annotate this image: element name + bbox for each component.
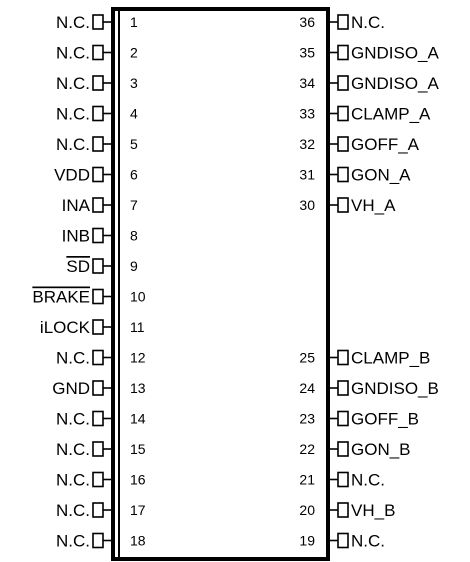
pin-1-name: N.C. <box>56 13 90 32</box>
pin-20-name: VH_B <box>351 501 396 520</box>
pin-6 <box>54 166 138 185</box>
pin-34-number: 34 <box>299 75 315 91</box>
pin-5-number: 5 <box>130 136 138 152</box>
pin-13-number: 13 <box>130 380 146 396</box>
pin-8-number: 8 <box>130 227 138 244</box>
pin-21-name: N.C. <box>351 470 385 490</box>
pin-32-name: GOFF_A <box>351 135 420 154</box>
pin-3-name: N.C. <box>56 74 90 93</box>
pin-6-number: 6 <box>130 166 138 183</box>
pin-17-pad <box>93 503 103 517</box>
pin-6-pad <box>93 168 103 182</box>
pin-7-number: 7 <box>130 197 138 213</box>
pin-5 <box>56 135 138 154</box>
pin-24-name: GNDISO_B <box>351 379 439 398</box>
pin-20-pad <box>338 503 348 517</box>
pin-32 <box>299 135 419 154</box>
pin-7 <box>62 196 138 215</box>
pin-17 <box>56 501 146 520</box>
pin-1 <box>56 13 138 32</box>
pin-31-name: GON_A <box>351 165 411 185</box>
pin-9-number: 9 <box>130 258 138 274</box>
pin-30-name: VH_A <box>351 196 396 215</box>
pin-10-name: BRAKE <box>32 287 90 307</box>
pin-18 <box>56 532 146 551</box>
pin-31 <box>299 166 411 185</box>
pin-25-name: CLAMP_B <box>351 348 431 368</box>
pin-32-number: 32 <box>299 136 315 152</box>
pin-35-name: GNDISO_A <box>351 43 439 63</box>
pin-4-number: 4 <box>130 105 138 122</box>
left-pin-column <box>32 13 145 551</box>
pin-24-pad <box>338 381 348 395</box>
pin-3 <box>56 74 138 93</box>
pin-2-pad <box>93 46 103 60</box>
right-pin-column <box>299 13 439 551</box>
pin-21-pad <box>338 473 348 487</box>
pin-34 <box>299 74 439 93</box>
pin-20 <box>299 501 395 520</box>
pin-8-name: INB <box>61 226 90 246</box>
pin-14-pad <box>93 412 103 426</box>
pin-30 <box>299 196 396 215</box>
pin-2 <box>56 44 138 63</box>
pin-21 <box>299 471 385 490</box>
pin-30-number: 30 <box>299 197 315 213</box>
pin-4-pad <box>93 107 103 121</box>
pin-36-number: 36 <box>299 14 315 30</box>
pin-10 <box>32 288 145 307</box>
pin-11-pad <box>93 320 103 334</box>
pin-24 <box>299 379 438 398</box>
pin-2-number: 2 <box>130 44 138 61</box>
pin-22 <box>299 440 410 459</box>
pin-8 <box>62 227 138 246</box>
pin-22-name: GON_B <box>351 440 411 459</box>
pin-35 <box>299 44 439 63</box>
pin-4-name: N.C. <box>56 104 90 124</box>
pin-14-number: 14 <box>130 410 146 427</box>
pin-11 <box>40 318 145 337</box>
pin-21-number: 21 <box>299 471 315 488</box>
pin-23 <box>299 410 419 429</box>
pin-1-number: 1 <box>130 14 138 30</box>
pin-15 <box>56 440 146 459</box>
pin-18-number: 18 <box>130 532 146 549</box>
pin-12-number: 12 <box>130 349 146 366</box>
pin-14-name: N.C. <box>56 409 90 429</box>
pin-23-name: GOFF_B <box>351 409 420 429</box>
pin-13-name: GND <box>52 379 90 398</box>
pin-12 <box>56 349 146 368</box>
pin-6-name: VDD <box>54 165 90 185</box>
pin-8-pad <box>93 229 103 243</box>
pin-4 <box>56 105 138 124</box>
pin-31-number: 31 <box>299 166 315 183</box>
pin-10-pad <box>93 290 103 304</box>
pin-35-pad <box>338 46 348 60</box>
pin-13 <box>52 379 146 398</box>
pin-36-pad <box>338 15 348 29</box>
pin-33-name: CLAMP_A <box>351 104 431 124</box>
pin-33-pad <box>338 107 348 121</box>
pin-15-pad <box>93 442 103 456</box>
pin-15-name: N.C. <box>56 440 90 459</box>
pin-36-name: N.C. <box>351 13 385 32</box>
pin-18-pad <box>93 534 103 548</box>
pin-13-pad <box>93 381 103 395</box>
pin-22-number: 22 <box>299 441 315 457</box>
pin-31-pad <box>338 168 348 182</box>
pin-2-name: N.C. <box>56 43 90 63</box>
pin-7-pad <box>93 198 103 212</box>
pin-7-name: INA <box>61 196 90 215</box>
pin-23-number: 23 <box>299 410 315 427</box>
pin-9-name: SD <box>66 257 90 276</box>
pin-9-pad <box>93 259 103 273</box>
pin-30-pad <box>338 198 348 212</box>
pin-16-name: N.C. <box>56 470 90 490</box>
pin-9 <box>66 257 138 276</box>
pin-25-number: 25 <box>299 349 315 366</box>
pin-11-name: iLOCK <box>39 318 90 337</box>
pin-20-number: 20 <box>299 502 315 518</box>
pin-16-number: 16 <box>130 471 146 488</box>
pin-11-number: 11 <box>130 319 145 335</box>
pin-12-pad <box>93 351 103 365</box>
pin-23-pad <box>338 412 348 426</box>
pin-25 <box>299 349 430 368</box>
pin-3-pad <box>93 76 103 90</box>
pin-34-pad <box>338 76 348 90</box>
pin-18-name: N.C. <box>56 531 90 551</box>
pin-1-pad <box>93 15 103 29</box>
pin-17-name: N.C. <box>56 501 90 520</box>
pin-17-number: 17 <box>130 502 146 518</box>
pin-19 <box>299 532 385 551</box>
pin-19-name: N.C. <box>351 531 385 551</box>
pin-22-pad <box>338 442 348 456</box>
pin-3-number: 3 <box>130 75 138 91</box>
pin-5-name: N.C. <box>56 135 90 154</box>
pin-24-number: 24 <box>299 380 315 396</box>
pin-32-pad <box>338 137 348 151</box>
pin-16-pad <box>93 473 103 487</box>
pin-12-name: N.C. <box>56 348 90 368</box>
pin-35-number: 35 <box>299 44 315 61</box>
pin-15-number: 15 <box>130 441 146 457</box>
pin-33-number: 33 <box>299 105 315 122</box>
pin-33 <box>299 105 431 124</box>
pin-19-pad <box>338 534 348 548</box>
pin-34-name: GNDISO_A <box>351 74 439 93</box>
pin-36 <box>299 13 385 32</box>
pin-14 <box>56 410 146 429</box>
pin-19-number: 19 <box>299 532 315 549</box>
pin-10-number: 10 <box>130 288 146 305</box>
pin-25-pad <box>338 351 348 365</box>
pin-5-pad <box>93 137 103 151</box>
pin-16 <box>56 471 146 490</box>
